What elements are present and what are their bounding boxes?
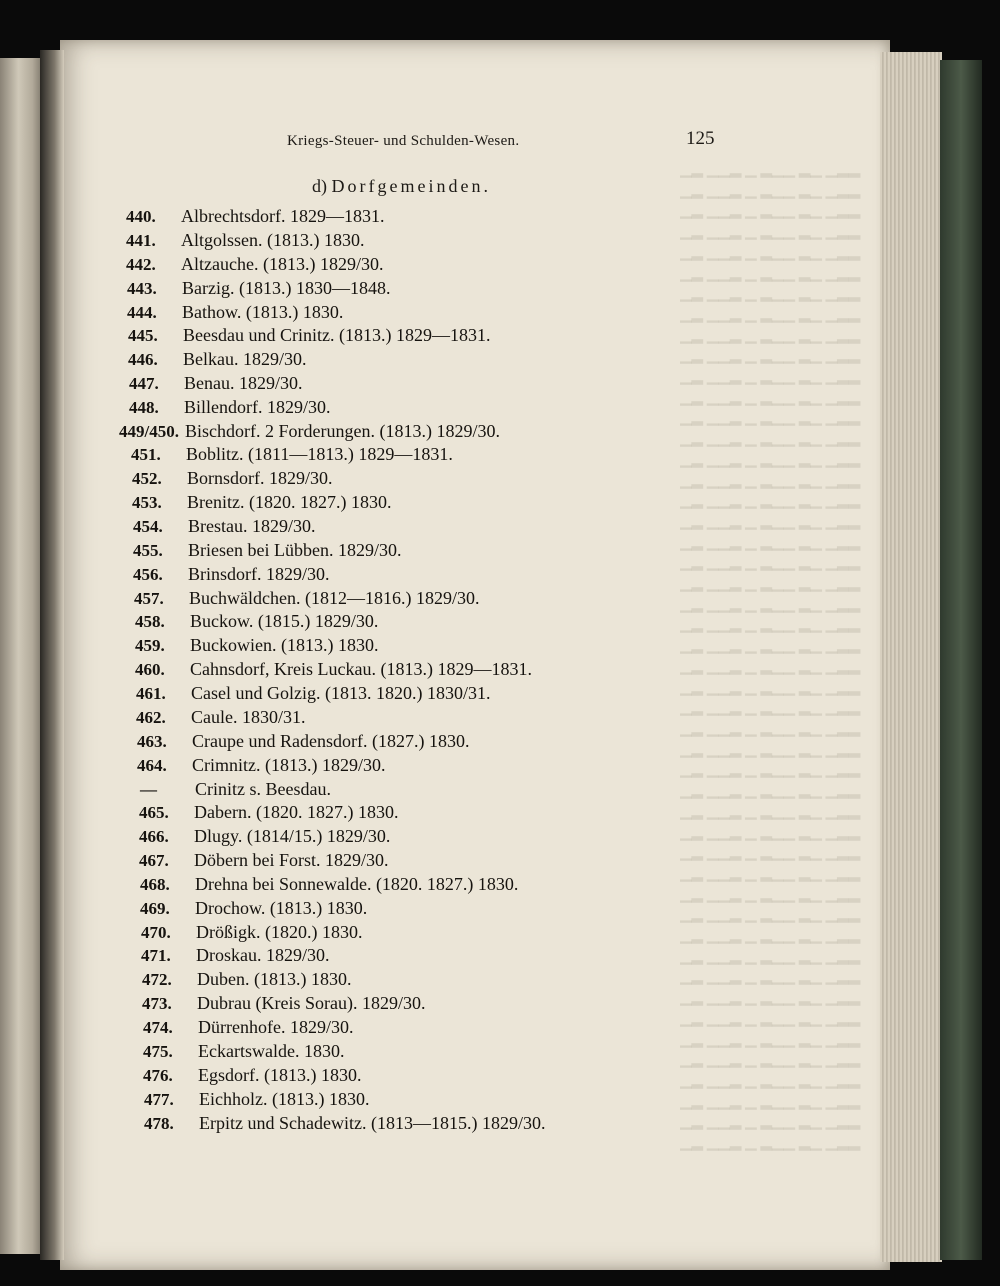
entry-row	[128, 347, 307, 371]
entry-text: Bischdorf. 2 Forderungen. (1813.) 1829/30.	[185, 421, 500, 441]
entry-text: Döbern bei Forst. 1829/30.	[194, 850, 389, 870]
entry-number: 443.	[127, 279, 157, 298]
entry-text: Briesen bei Lübben. 1829/30.	[188, 540, 402, 560]
entry-number: 462.	[136, 708, 166, 727]
section-prefix: d)	[312, 176, 327, 196]
entry-row	[128, 323, 490, 347]
entry-row	[144, 1087, 369, 1111]
entry-text: Barzig. (1813.) 1830—1848.	[182, 278, 391, 298]
entry-row	[135, 657, 532, 681]
entry-text: Buchwäldchen. (1812—1816.) 1829/30.	[189, 588, 480, 608]
entry-number: 469.	[140, 899, 170, 918]
entry-row	[127, 276, 390, 300]
entry-number: 444.	[127, 303, 157, 322]
entry-row	[126, 252, 383, 276]
entry-row	[132, 490, 391, 514]
entry-number: 464.	[137, 756, 167, 775]
entry-text: Brestau. 1829/30.	[188, 516, 316, 536]
entry-row	[126, 228, 365, 252]
entry-number: 455.	[133, 541, 163, 560]
entry-text: Benau. 1829/30.	[184, 373, 303, 393]
entry-number: 449/450.	[119, 422, 179, 441]
entry-number: 475.	[143, 1042, 173, 1061]
entry-row	[129, 395, 331, 419]
entry-text: Bathow. (1813.) 1830.	[182, 302, 344, 322]
section-heading	[312, 176, 491, 197]
entry-text: Erpitz und Schadewitz. (1813—1815.) 1829/30.	[199, 1113, 546, 1133]
entry-number: 445.	[128, 326, 158, 345]
entry-row	[136, 705, 306, 729]
entry-text: Brinsdorf. 1829/30.	[188, 564, 330, 584]
entry-number: 473.	[142, 994, 172, 1013]
entry-row	[126, 204, 384, 228]
entry-row	[135, 633, 378, 657]
entry-row	[140, 872, 518, 896]
entry-row	[139, 848, 388, 872]
entry-row	[144, 1111, 545, 1135]
entry-text: Brenitz. (1820. 1827.) 1830.	[187, 492, 392, 512]
book-cover-edge	[940, 60, 982, 1260]
section-title: Dorfgemeinden.	[331, 176, 491, 196]
entry-row	[139, 824, 390, 848]
entry-row	[143, 1063, 361, 1087]
entry-text: Buckowien. (1813.) 1830.	[190, 635, 379, 655]
entry-number: 458.	[135, 612, 165, 631]
entry-row	[119, 419, 500, 443]
entry-text: Dürrenhofe. 1829/30.	[198, 1017, 354, 1037]
entry-row	[139, 800, 398, 824]
entry-text: Crinitz s. Beesdau.	[195, 779, 331, 799]
entry-row	[141, 920, 362, 944]
entry-text: Craupe und Radensdorf. (1827.) 1830.	[192, 731, 470, 751]
entry-text: Beesdau und Crinitz. (1813.) 1829—1831.	[183, 325, 491, 345]
page-stack-edge	[880, 52, 942, 1262]
entry-number: 471.	[141, 946, 171, 965]
entry-row	[133, 514, 316, 538]
entry-text: Altgolssen. (1813.) 1830.	[181, 230, 365, 250]
entry-text: Casel und Golzig. (1813. 1820.) 1830/31.	[191, 683, 491, 703]
entry-row	[133, 538, 401, 562]
entry-row	[141, 943, 330, 967]
entry-row	[142, 967, 351, 991]
entry-number: 463.	[137, 732, 167, 751]
entry-number: 470.	[141, 923, 171, 942]
entry-number: 456.	[133, 565, 163, 584]
entry-number: 472.	[142, 970, 172, 989]
entry-number: 457.	[134, 589, 164, 608]
page-number: 125	[686, 128, 715, 149]
entry-number: 461.	[136, 684, 166, 703]
entry-number: 460.	[135, 660, 165, 679]
entry-text: Belkau. 1829/30.	[183, 349, 307, 369]
entry-number: 447.	[129, 374, 159, 393]
entry-number: 446.	[128, 350, 158, 369]
entry-text: Altzauche. (1813.) 1829/30.	[181, 254, 384, 274]
entry-number: 477.	[144, 1090, 174, 1109]
entry-number: 453.	[132, 493, 162, 512]
entry-text: Eckartswalde. 1830.	[198, 1041, 345, 1061]
entry-number: 466.	[139, 827, 169, 846]
entry-row	[143, 1039, 344, 1063]
entry-number: 468.	[140, 875, 170, 894]
entry-number: 451.	[131, 445, 161, 464]
book-gutter	[40, 50, 64, 1260]
entry-number: 467.	[139, 851, 169, 870]
entry-number: —	[140, 780, 157, 799]
entry-text: Eichholz. (1813.) 1830.	[199, 1089, 370, 1109]
entry-number: 474.	[143, 1018, 173, 1037]
entry-text: Dlugy. (1814/15.) 1829/30.	[194, 826, 391, 846]
entry-number: 441.	[126, 231, 156, 250]
entry-number: 452.	[132, 469, 162, 488]
entry-row	[143, 1015, 353, 1039]
entry-number: 448.	[129, 398, 159, 417]
entry-number: 478.	[144, 1114, 174, 1133]
entry-text: Dabern. (1820. 1827.) 1830.	[194, 802, 399, 822]
entry-text: Cahnsdorf, Kreis Luckau. (1813.) 1829—1831.	[190, 659, 532, 679]
entry-text: Boblitz. (1811—1813.) 1829—1831.	[186, 444, 453, 464]
entry-row	[133, 562, 330, 586]
entry-number: 440.	[126, 207, 156, 226]
entry-row	[142, 991, 425, 1015]
entry-text: Egsdorf. (1813.) 1830.	[198, 1065, 362, 1085]
entry-text: Drößigk. (1820.) 1830.	[196, 922, 363, 942]
entry-text: Drochow. (1813.) 1830.	[195, 898, 368, 918]
entry-text: Dubrau (Kreis Sorau). 1829/30.	[197, 993, 426, 1013]
entry-text: Crimnitz. (1813.) 1829/30.	[192, 755, 386, 775]
entry-row	[136, 681, 490, 705]
entry-row	[131, 442, 453, 466]
entry-text: Billendorf. 1829/30.	[184, 397, 331, 417]
running-head: Kriegs-Steuer- und Schulden-Wesen.	[287, 133, 520, 149]
entry-text: Drehna bei Sonnewalde. (1820. 1827.) 1830.	[195, 874, 519, 894]
entry-row	[132, 466, 333, 490]
entry-row	[127, 300, 343, 324]
entry-row	[129, 371, 303, 395]
entry-text: Bornsdorf. 1829/30.	[187, 468, 333, 488]
entry-text: Buckow. (1815.) 1829/30.	[190, 611, 379, 631]
entry-row	[140, 896, 367, 920]
entry-number: 459.	[135, 636, 165, 655]
entry-number: 465.	[139, 803, 169, 822]
entry-text: Albrechtsdorf. 1829—1831.	[181, 206, 385, 226]
entry-row	[137, 729, 469, 753]
entry-number: 476.	[143, 1066, 173, 1085]
show-through-text: ▁▂ ▁▁▂ ▁ ▂▁▁ ▂▁ ▁▂▂ ▁▂ ▁▁▂ ▁ ▂▁▁ ▂▁ ▁▂▂ ▁▂ ▁▁▂ ▁ ▂▁▁ ▂▁ ▁▂▂ ▁▂ ▁▁▂ ▁ ▂▁▁ ▂▁ ▁▂▂ ▁▂ ▁▁▂ ▁ ▂▁▁ ▂▁ ▁▂▂ ▁▂ ▁▁▂ ▁ ▂▁▁ ▂▁ ▁▂▂ ▁▂ ▁▁▂ ▁ ▂▁▁ ▂▁ ▁▂▂ ▁▂ ▁▁▂ ▁ ▂▁▁ ▂▁ ▁▂▂ ▁▂ ▁▁▂ ▁ ▂▁▁ ▂▁ ▁▂▂ ▁▂ ▁▁▂ ▁ ▂▁▁ ▂▁ ▁▂▂ ▁▂ ▁▁▂ ▁ ▂▁▁ ▂▁ ▁▂▂ ▁▂ ▁▁▂ ▁ ▂▁▁ ▂▁ ▁▂▂ ▁▂ ▁▁▂ ▁ ▂▁▁ ▂▁ ▁▂▂ ▁▂ ▁▁▂ ▁ ▂▁▁ ▂▁ ▁▂▂ ▁▂ ▁▁▂ ▁ ▂▁▁ ▂▁ ▁▂▂ ▁▂ ▁▁▂ ▁ ▂▁▁ ▂▁ ▁▂▂ ▁▂ ▁▁▂ ▁ ▂▁▁ ▂▁ ▁▂▂ ▁▂ ▁▁▂ ▁ ▂▁▁ ▂▁ ▁▂▂ ▁▂ ▁▁▂ ▁ ▂▁▁ ▂▁ ▁▂▂ ▁▂ ▁▁▂ ▁ ▂▁▁ ▂▁ ▁▂▂ ▁▂ ▁▁▂ ▁ ▂▁▁ ▂▁ ▁▂▂ ▁▂ ▁▁▂ ▁ ▂▁▁ ▂▁ ▁▂▂ ▁▂ ▁▁▂ ▁ ▂▁▁ ▂▁ ▁▂▂ ▁▂ ▁▁▂ ▁ ▂▁▁ ▂▁ ▁▂▂ ▁▂ ▁▁▂ ▁ ▂▁▁ ▂▁ ▁▂▂ ▁▂ ▁▁▂ ▁ ▂▁▁ ▂▁ ▁▂▂ ▁▂ ▁▁▂ ▁ ▂▁▁ ▂▁ ▁▂▂ ▁▂ ▁▁▂ ▁ ▂▁▁ ▂▁ ▁▂▂ ▁▂ ▁▁▂ ▁ ▂▁▁ ▂▁ ▁▂▂ ▁▂ ▁▁▂ ▁ ▂▁▁ ▂▁ ▁▂▂ ▁▂ ▁▁▂ ▁ ▂▁▁ ▂▁ ▁▂▂ ▁▂ ▁▁▂ ▁ ▂▁▁ ▂▁ ▁▂▂ ▁▂ ▁▁▂ ▁ ▂▁▁ ▂▁ ▁▂▂ ▁▂ ▁▁▂ ▁ ▂▁▁ ▂▁ ▁▂▂ ▁▂ ▁▁▂ ▁ ▂▁▁ ▂▁ ▁▂▂ ▁▂ ▁▁▂ ▁ ▂▁▁ ▂▁ ▁▂▂ ▁▂ ▁▁▂ ▁ ▂▁▁ ▂▁ ▁▂▂ ▁▂ ▁▁▂ ▁ ▂▁▁ ▂▁ ▁▂▂ ▁▂ ▁▁▂ ▁ ▂▁▁ ▂▁ ▁▂▂ ▁▂ ▁▁▂ ▁ ▂▁▁ ▂▁ ▁▂▂ ▁▂ ▁▁▂ ▁ ▂▁▁ ▂▁ ▁▂▂ ▁▂ ▁▁▂ ▁ ▂▁▁ ▂▁ ▁▂▂ ▁▂ ▁▁▂ ▁ ▂▁▁ ▂▁ ▁▂▂ ▁▂ ▁▁▂ ▁ ▂▁▁ ▂▁ ▁▂▂ ▁▂ ▁▁▂ ▁ ▂▁▁ ▂▁ ▁▂▂ ▁▂ ▁▁▂ ▁ ▂▁▁ ▂▁ ▁▂▂ ▁▂ ▁▁▂ ▁ ▂▁▁ ▂▁ ▁▂▂ ▁▂ ▁▁▂ ▁ ▂▁▁ ▂▁ ▁▂▂	[680, 162, 861, 1152]
entry-row	[134, 586, 479, 610]
entry-text: Droskau. 1829/30.	[196, 945, 330, 965]
entry-text: Duben. (1813.) 1830.	[197, 969, 352, 989]
entry-row	[137, 753, 385, 777]
entry-row	[140, 777, 331, 801]
entry-number: 454.	[133, 517, 163, 536]
entry-number: 442.	[126, 255, 156, 274]
entry-text: Caule. 1830/31.	[191, 707, 306, 727]
entry-row	[135, 609, 378, 633]
